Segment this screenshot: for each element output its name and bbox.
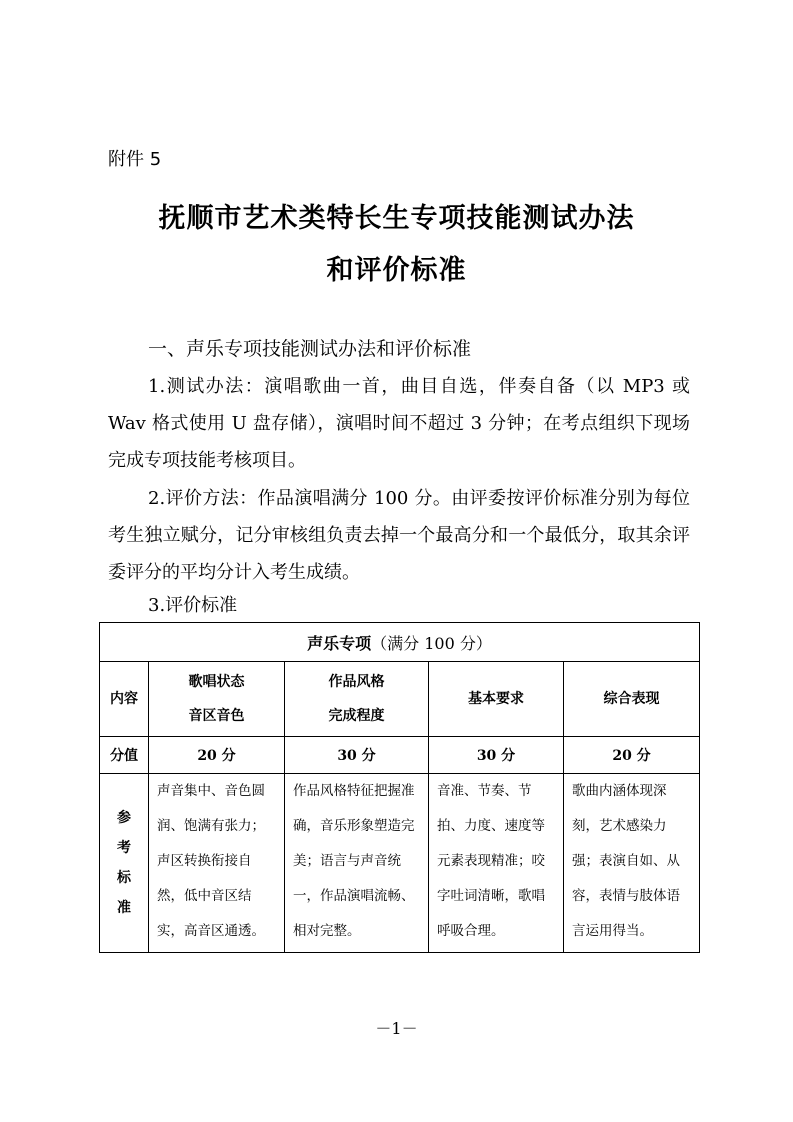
reference-char: 参 — [117, 810, 131, 826]
row-label-reference — [100, 774, 149, 953]
score-cell: 30 分 — [429, 737, 564, 774]
reference-char: 准 — [117, 900, 131, 916]
section-heading: 一、声乐专项技能测试办法和评价标准 — [148, 338, 472, 360]
annex-label: 附件 5 — [108, 149, 162, 170]
row-label-content: 内容 — [100, 662, 149, 737]
column-header-line1: 综合表现 — [603, 691, 660, 707]
criteria-label: 3.评价标准 — [148, 595, 238, 616]
column-header — [429, 662, 564, 737]
reference-cell: 歌曲内涵体现深刻，艺术感染力强；表演自如、从容，表情与肢体语言运用得当。 — [564, 774, 700, 953]
table-caption — [100, 623, 700, 662]
column-header-line1: 基本要求 — [468, 691, 524, 707]
reference-cell: 声音集中、音色圆润、饱满有张力；声区转换衔接自然，低中音区结实，高音区通透。 — [149, 774, 285, 953]
column-header-line2: 音区音色 — [188, 708, 245, 724]
column-header-line1: 作品风格 — [328, 674, 385, 690]
table-caption-main: 声乐专项 — [307, 633, 372, 653]
reference-cell: 作品风格特征把握准确，音乐形象塑造完美；语言与声音统一，作品演唱流畅、相对完整。 — [285, 774, 429, 953]
column-header-line1: 歌唱状态 — [188, 674, 245, 690]
score-cell: 20 分 — [149, 737, 285, 774]
reference-char: 标 — [117, 870, 131, 886]
score-cell: 30 分 — [285, 737, 429, 774]
evaluation-standard-table — [99, 622, 700, 953]
table-reference-row — [100, 774, 700, 953]
column-header-line2: 完成程度 — [328, 708, 385, 724]
page-number: －1－ — [375, 1019, 418, 1038]
document-title-line2: 和评价标准 — [326, 255, 467, 286]
row-label-score: 分值 — [100, 737, 149, 774]
evaluation-method-paragraph: 2.评价方法：作品演唱满分 100 分。由评委按评价标准分别为每位考生独立赋分，记分审核组负责去掉一个最高分和一个最低分，取其余评委评分的平均分计入考生成绩。 — [108, 488, 690, 583]
score-cell: 20 分 — [564, 737, 700, 774]
column-header — [149, 662, 285, 737]
reference-char: 考 — [117, 840, 131, 856]
document-title-line1: 抚顺市艺术类特长生专项技能测试办法 — [158, 203, 635, 234]
reference-cell: 音准、节奏、节拍、力度、速度等元素表现精准；咬字吐词清晰，歌唱呼吸合理。 — [429, 774, 564, 953]
table-caption-note: （满分 100 分） — [371, 633, 492, 653]
table-score-row — [100, 737, 700, 774]
column-header — [564, 662, 700, 737]
table-header-row — [100, 662, 700, 737]
test-method-paragraph: 1.测试办法：演唱歌曲一首，曲目自选，伴奏自备（以 MP3 或 Wav 格式使用 U 盘存储），演唱时间不超过 3 分钟；在考点组织下现场完成专项技能考核项目。 — [108, 376, 690, 471]
column-header — [285, 662, 429, 737]
